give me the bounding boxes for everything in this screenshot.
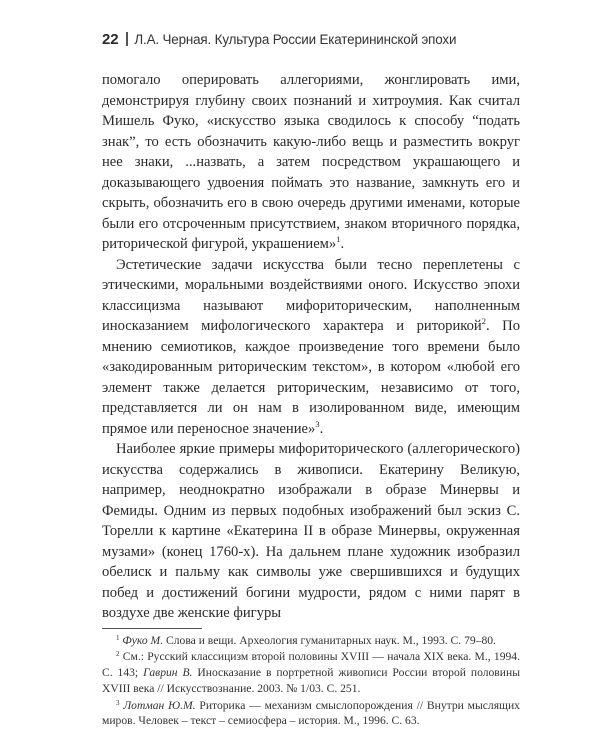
paragraph-tail: . По мнению семиотиков, каждое произведение того времени было «закодированным риторическим текстом», в котором «любой его элемент также делается риторическим, независимо от того, представляется ли он нам в изолированном виде, имеющим прямое или переносное значение» bbox=[102, 318, 520, 437]
paragraph-tail: . bbox=[319, 420, 324, 437]
footnotes bbox=[102, 633, 520, 730]
footnote-ref: 3 bbox=[315, 418, 320, 429]
footnote-author: Гаврин В. bbox=[143, 666, 193, 680]
footnote-ref: 1 bbox=[336, 234, 341, 244]
footnote-ref: 2 bbox=[481, 316, 486, 326]
book-page bbox=[102, 30, 520, 730]
footnote-text: Риторика — механизм смыслопорождения // Внутри мыслящих миров. Человек – текст – семиосфера – история. М., 1996. С. 63. bbox=[102, 698, 520, 728]
footnote-number: 3 bbox=[116, 698, 120, 707]
paragraph-2 bbox=[102, 255, 520, 440]
footnote-number: 2 bbox=[116, 650, 120, 659]
footnote-divider bbox=[102, 628, 202, 629]
running-header bbox=[102, 30, 520, 50]
paragraph-tail: . bbox=[340, 236, 345, 252]
paragraph-text: Наиболее яркие примеры мифориторического (аллегорического) искусства содержались в живописи. Екатерину Великую, например, неоднократно изображали в образе Минервы и Фемиды. Одним из первых подобных изображений был эскиз С. Торелли к картине «Екатерина II в образе Минервы, окруженная музами» (конец 1760-х). На дальнем плане художник изобразил обелиск и пальму как символы уже свершившихся и будущих побед и достижений богини мудрости, рядом с ними парят в воздухе две женские фигуры bbox=[102, 441, 520, 621]
footnote-author: Лотман Ю.М. bbox=[123, 698, 196, 712]
page-number: 22 bbox=[102, 31, 119, 48]
footnote-text: Иносказание в портретной живописи России второй половины XVIII века // Искусствознание. 2003. № 1/03. С. 251. bbox=[102, 666, 520, 695]
running-title: Л.А. Черная. Культура России Екатерининской эпохи bbox=[134, 32, 457, 47]
footnote-text: Слова и вещи. Археология гуманитарных наук. М., 1993. С. 79–80. bbox=[163, 633, 496, 647]
footnote-text: См.: Русский классицизм второй половины XVIII — начала XIX века. М., 1994. С. 143; bbox=[102, 650, 520, 680]
footnote-1 bbox=[102, 633, 520, 649]
footnote-3 bbox=[102, 698, 520, 730]
paragraph-text: помогало оперировать аллегориями, жонглировать ими, демонстрируя глубину своих познаний и хитроумия. Как считал Мишель Фуко, «искусство языка сводилось к способу “подать знак”, то есть обозначить какую-либо вещь и разместить вокруг нее знаки, ...назвать, а затем посредством украшающего и доказывающего удвоения поймать это название, замкнуть его и скрыть, обозначить его в свою очередь другими именами, которые были его отсроченным присутствием, знаком вторичного порядка, риторической фигурой, украшением» bbox=[102, 72, 520, 252]
footnote-author: Фуко М. bbox=[122, 633, 164, 647]
paragraph-text: Эстетические задачи искусства были тесно переплетены с этическими, моральными воздействиями оного. Искусство эпохи классицизма называют мифориторическим, наполненным иносказанием мифологического характера и риторикой bbox=[102, 256, 520, 334]
footnote-number: 1 bbox=[116, 633, 120, 642]
paragraph-1 bbox=[102, 70, 520, 255]
main-text bbox=[102, 70, 520, 624]
footnote-2 bbox=[102, 649, 520, 696]
header-separator bbox=[126, 32, 128, 46]
paragraph-3 bbox=[102, 439, 520, 624]
